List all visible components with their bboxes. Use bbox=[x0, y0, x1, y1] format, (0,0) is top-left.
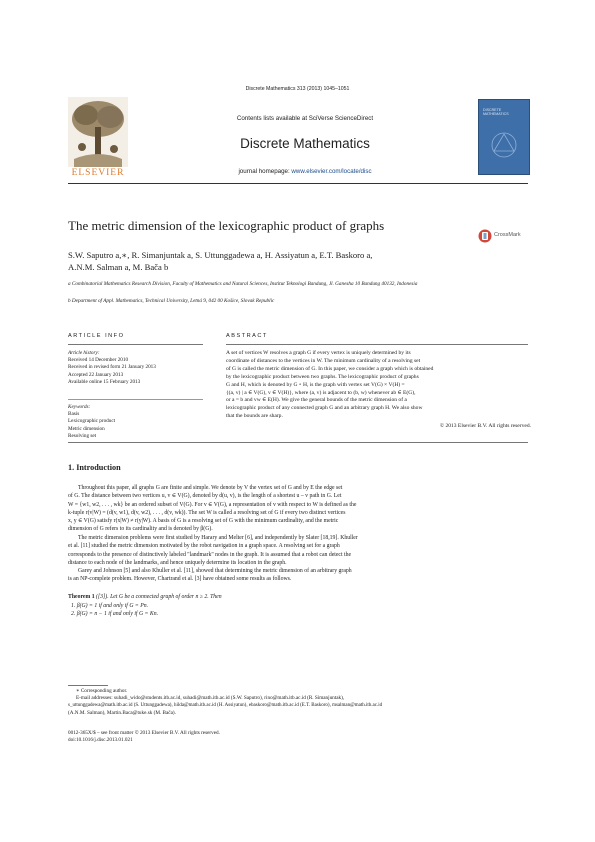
journal-citation: Discrete Mathematics 313 (2013) 1045–1051 bbox=[245, 86, 350, 92]
intro-line: Garey and Johnson [5] and also Khuller et al. [11], showed that determining the metric dimension of an arbitrary graph bbox=[78, 568, 352, 574]
keywords bbox=[68, 404, 208, 440]
abstract-line: G and H, which is denoted by G ∘ H, is the graph with vertex set V(G) × V(H) = bbox=[226, 381, 405, 388]
corresponding-author-note: ∗ Corresponding author. bbox=[76, 688, 128, 694]
history-label: Article history: bbox=[68, 350, 100, 356]
abstract-heading: ABSTRACT bbox=[226, 333, 268, 339]
intro-line: distance to each node of the landmarks, and hence uniquely determine its location in the graph. bbox=[68, 559, 287, 566]
crossmark-label: CrossMark bbox=[494, 232, 521, 238]
received-date: Received 14 December 2010 bbox=[68, 357, 129, 364]
keyword: Resolving set bbox=[68, 432, 97, 439]
intro-paragraph-3 bbox=[68, 567, 530, 584]
email-line: (A.N.M. Salman), Martin.Baca@tuke.sk (M. Bača). bbox=[68, 709, 176, 716]
crossmark-badge[interactable] bbox=[478, 229, 538, 245]
publication-info bbox=[68, 730, 530, 744]
contents-line: Contents lists available at SciVerse ScienceDirect bbox=[236, 115, 374, 122]
journal-name: Discrete Mathematics bbox=[240, 136, 370, 151]
intro-line: W = {w1, w2, . . . , wk} be an ordered subset of V(G). For v ∈ V(G), a representation of v with respect to W is defined as the bbox=[68, 501, 357, 508]
elsevier-logo bbox=[68, 97, 128, 179]
intro-line: k-tuple r(v|W) = (d(v, w1), d(v, w2), . . . , d(v, wk)). The set W is called a resolving set of G if every two distinct vertices bbox=[68, 509, 346, 516]
cover-title: DISCRETE MATHEMATICS bbox=[483, 108, 509, 117]
keyword: Metric dimension bbox=[68, 425, 105, 432]
intro-paragraph-2 bbox=[68, 534, 530, 567]
elsevier-tree-icon bbox=[68, 97, 128, 167]
authors-line-2: A.N.M. Salman a, M. Bača b bbox=[68, 262, 169, 272]
intro-line: Throughout this paper, all graphs G are finite and simple. We denote by V the vertex set of G and by E the edge set bbox=[78, 485, 343, 491]
abstract-line: that the bounds are sharp. bbox=[226, 413, 283, 420]
keyword: Basis bbox=[68, 411, 80, 418]
theorem-statement bbox=[68, 593, 530, 602]
elsevier-wordmark: ELSEVIER bbox=[71, 168, 125, 178]
intro-line: is an NP-complete problem. However, Chartrand et al. [3] have obtained some results as follows. bbox=[68, 576, 292, 583]
homepage-label: journal homepage: bbox=[238, 168, 292, 175]
abstract-body bbox=[226, 350, 531, 431]
abstract-line: by the lexicographic product between two graphs. The lexicographic product of graphs bbox=[226, 373, 419, 380]
cover-pattern-icon bbox=[489, 130, 519, 160]
keywords-label: Keywords: bbox=[68, 404, 91, 410]
revised-date: Received in revised form 21 January 2013 bbox=[68, 364, 156, 371]
abstract-line: A set of vertices W resolves a graph G if every vertex is uniquely determined by its bbox=[226, 350, 411, 356]
affiliation-a: a Combinatorial Mathematics Research Division, Faculty of Mathematics and Natural Sciences, Institut Teknologi Bandung, Jl. Ganesha 10 Bandung 40132, Indonesia bbox=[68, 281, 418, 287]
intro-line: of G. The distance between two vertices u, v ∈ V(G), denoted by d(u, v), is the length of a shortest u – v path in G. Let bbox=[68, 493, 342, 500]
intro-paragraph-1 bbox=[68, 484, 530, 534]
abstract-line: coordinate of distances to the vertices in W. The minimum cardinality of a resolving set bbox=[226, 357, 421, 364]
affiliation-b: b Department of Appl. Mathematics, Technical University, Letná 9, 042 00 Košice, Slovak Republic bbox=[68, 298, 275, 304]
article-history bbox=[68, 350, 208, 386]
abstract-copyright: © 2013 Elsevier B.V. All rights reserved. bbox=[439, 423, 531, 430]
abstract-bottom-rule bbox=[68, 442, 528, 443]
doi-link[interactable]: doi:10.1016/j.disc.2013.01.021 bbox=[68, 737, 133, 744]
article-info-heading: ARTICLE INFO bbox=[68, 333, 125, 339]
intro-line: et al. [11] studied the metric dimension motivated by the robot navigation in a graph space. A resolving set for a graph bbox=[68, 543, 340, 550]
issn-line: 0012-365X/$ – see front matter © 2013 Elsevier B.V. All rights reserved. bbox=[68, 730, 220, 736]
email-line: s_uttunggadewa@math.itb.ac.id (S. Uttunggadewa), hilda@math.itb.ac.id (H. Assiyatun), ebaskoro@math.itb.ac.id (E.T. Baskoro), msalman@math.itb.ac.id bbox=[68, 703, 383, 709]
intro-line: dimension of G refers to its cardinality and is denoted by β(G). bbox=[68, 526, 213, 533]
article-info-rule bbox=[68, 344, 203, 345]
crossmark-icon bbox=[478, 229, 492, 243]
email-line: E-mail addresses: suhadi_wido@students.itb.ac.id, suhadi@math.itb.ac.id (S.W. Saputro), rino@math.itb.ac.id (R. Simanjuntak), bbox=[76, 695, 345, 702]
authors-line-1: S.W. Saputro a,∗, R. Simanjuntak a, S. Uttunggadewa a, H. Assiyatun a, E.T. Baskoro a, bbox=[68, 250, 373, 260]
footnotes bbox=[68, 688, 530, 717]
banner-rule bbox=[68, 183, 528, 184]
abstract-rule bbox=[226, 344, 528, 345]
homepage-url[interactable]: www.elsevier.com/locate/disc bbox=[291, 168, 372, 175]
intro-line: The metric dimension problems were first studied by Harary and Melter [6], and independently by Slater [18,19]. Khuller bbox=[78, 535, 358, 541]
footnote-rule bbox=[68, 685, 108, 686]
abstract-line: of G is called the metric dimension of G. In this paper, we consider a graph which is obtained bbox=[226, 365, 434, 372]
theorem-item: 2. β(G) = n − 1 if and only if G = Kn. bbox=[71, 611, 159, 618]
abstract-line: lexicographic product of any connected graph G and an arbitrary graph H. We also show bbox=[226, 405, 423, 412]
intro-line: corresponds to the presence of distinctively labeled "landmark" nodes in the graph. It is assumed that a robot can detect the bbox=[68, 551, 352, 558]
theorem-text: ([3]). Let G be a connected graph of order n ≥ 2. Then bbox=[96, 594, 222, 600]
accepted-date: Accepted 22 January 2013 bbox=[68, 371, 124, 378]
intro-line: x, y ∈ V(G) satisfy r(x|W) ≠ r(y|W). A basis of G is a resolving set of G with the minimum cardinality, and the metric bbox=[68, 518, 339, 525]
theorem-item: 1. β(G) = 1 if and only if G = Pn. bbox=[71, 602, 149, 609]
abstract-line: {(a, v) | a ∈ V(G), v ∈ V(H)}, where (a, v) is adjacent to (b, w) whenever ab ∈ E(G), bbox=[226, 389, 416, 396]
article-title: The metric dimension of the lexicographic product of graphs bbox=[68, 218, 385, 233]
abstract-line: or a = b and vw ∈ E(H). We give the general bounds of the metric dimension of a bbox=[226, 397, 407, 404]
section-heading-introduction: 1. Introduction bbox=[68, 463, 121, 472]
keywords-rule bbox=[68, 399, 203, 400]
online-date: Available online 15 February 2013 bbox=[68, 378, 141, 385]
theorem-label: Theorem 1 bbox=[68, 594, 95, 600]
journal-cover bbox=[478, 99, 530, 175]
keyword: Lexicographic product bbox=[68, 418, 116, 425]
theorem-1 bbox=[68, 593, 530, 619]
journal-homepage bbox=[140, 168, 470, 175]
